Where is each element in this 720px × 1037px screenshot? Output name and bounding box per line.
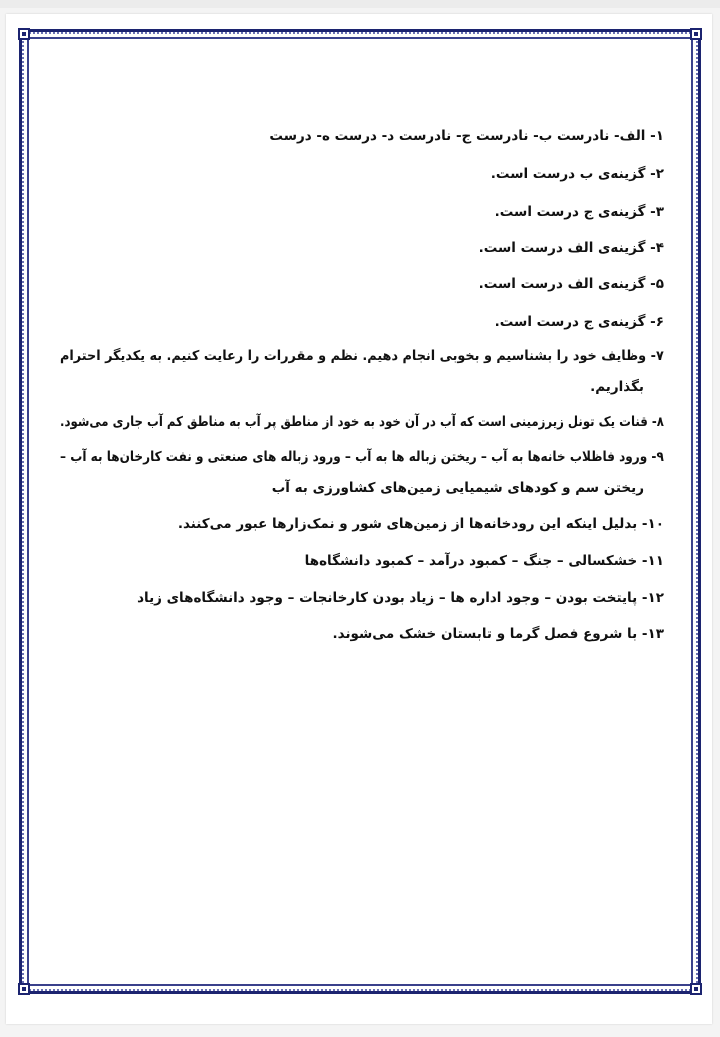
- answer-13: [333, 626, 664, 642]
- answer-1: [269, 128, 664, 144]
- answer-7: [60, 348, 664, 364]
- answer-number: ۳-: [650, 204, 664, 220]
- corner-ornament-bottom-left: [18, 983, 30, 995]
- answer-text: الف- نادرست ب- نادرست ج- نادرست د- درست ه- درست: [269, 128, 646, 144]
- corner-ornament-top-right: [690, 28, 702, 40]
- answer-text-continuation: ریختن سم و کودهای شیمیایی زمین‌های کشاورزی به آب: [271, 480, 644, 496]
- answer-7-continuation: [590, 379, 644, 395]
- answer-text: گزینه‌ی ج درست است.: [494, 314, 646, 330]
- answer-11: [305, 553, 664, 569]
- answer-text: با شروع فصل گرما و تابستان خشک می‌شوند.: [332, 626, 638, 642]
- answer-text: بدلیل اینکه این رودخانه‌ها از زمین‌های شور و نمک‌زارها عبور می‌کنند.: [177, 516, 638, 532]
- answer-8: [60, 414, 664, 430]
- answer-text: پایتخت بودن – وجود اداره ها – زیاد بودن کارخانجات – وجود دانشگاه‌های زیاد: [137, 590, 638, 606]
- answer-10: [178, 516, 664, 532]
- answer-text: ورود فاظلاب خانه‌ها به آب – ریختن زباله ها به آب – ورود زباله های صنعتی و نفت کارخان‌ها به آب –: [60, 449, 648, 465]
- answer-text: وظایف خود را بشناسیم و بخوبی انجام دهیم. نظم و مقررات را رعایت کنیم. به یکدیگر احترام: [60, 348, 647, 364]
- answer-number: ۱۰-: [641, 516, 664, 532]
- answer-text: گزینه‌ی الف درست است.: [478, 276, 646, 292]
- corner-ornament-top-left: [18, 28, 30, 40]
- answer-number: ۱۲-: [641, 590, 664, 606]
- answer-number: ۱-: [650, 128, 664, 144]
- answer-text: گزینه‌ی ب درست است.: [490, 166, 646, 182]
- answer-number: ۶-: [650, 314, 664, 330]
- answer-text: گزینه‌ی الف درست است.: [478, 240, 646, 256]
- answer-text: قنات یک تونل زیرزمینی است که آب در آن خود به خود از مناطق پر آب به مناطق کم آب جاری می‌شود.: [60, 414, 648, 430]
- answer-number: ۹-: [651, 449, 664, 465]
- answer-9-continuation: [272, 480, 644, 496]
- answer-9: [60, 449, 664, 465]
- answer-3: [495, 204, 664, 220]
- answer-12: [137, 590, 664, 606]
- answer-number: ۷-: [650, 348, 664, 364]
- answer-text-continuation: بگذاریم.: [590, 379, 644, 395]
- answer-number: ۸-: [651, 414, 664, 430]
- answer-number: ۴-: [650, 240, 664, 256]
- corner-ornament-bottom-right: [690, 983, 702, 995]
- answer-number: ۵-: [650, 276, 664, 292]
- answer-text: خشکسالی – جنگ – کمبود درآمد – کمبود دانشگاه‌ها: [304, 553, 638, 569]
- answer-4: [479, 240, 664, 256]
- answer-2: [491, 166, 664, 182]
- top-strip: [0, 0, 720, 8]
- answer-6: [495, 314, 664, 330]
- answer-number: ۲-: [650, 166, 664, 182]
- answer-number: ۱۳-: [641, 626, 664, 642]
- answer-5: [479, 276, 664, 292]
- answer-number: ۱۱-: [641, 553, 664, 569]
- answer-text: گزینه‌ی ج درست است.: [494, 204, 646, 220]
